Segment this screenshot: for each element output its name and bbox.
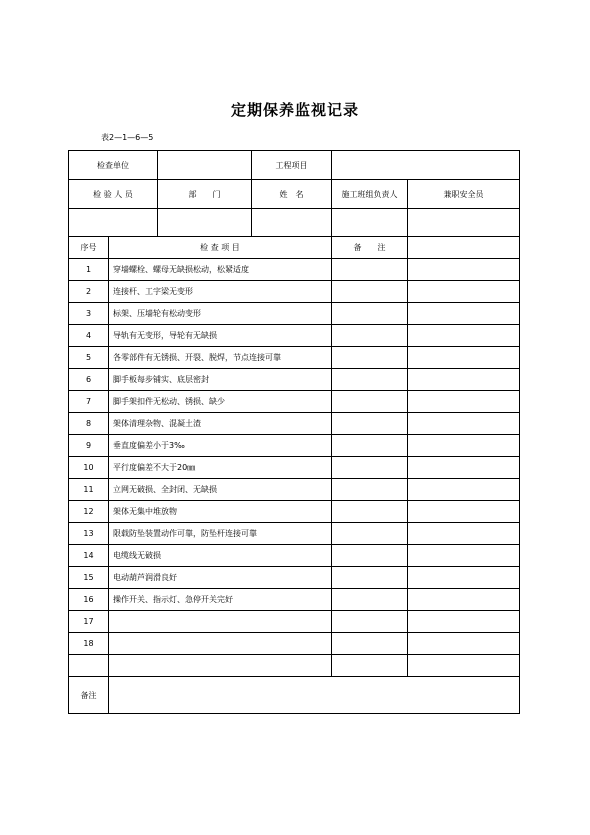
item-remark-extra-field[interactable] [408, 457, 520, 479]
item-remark-extra-field[interactable] [408, 281, 520, 303]
item-remark-field[interactable] [332, 325, 408, 347]
item-text: 脚手板每步铺实、底层密封 [109, 369, 332, 391]
table-row [69, 523, 520, 545]
item-number: 1 [69, 259, 109, 281]
table-row [69, 259, 520, 281]
item-text: 电动葫芦润滑良好 [109, 567, 332, 589]
item-remark-extra-field[interactable] [408, 303, 520, 325]
item-text [109, 633, 332, 655]
item-remark-extra-field[interactable] [408, 479, 520, 501]
item-remark-extra-field[interactable] [408, 259, 520, 281]
department-label: 部 门 [158, 180, 252, 209]
item-number: 8 [69, 413, 109, 435]
table-row [69, 545, 520, 567]
no-column-header: 序号 [69, 237, 109, 259]
item-number [69, 655, 109, 677]
personnel-input-row [69, 209, 520, 237]
item-remark-extra-field[interactable] [408, 655, 520, 677]
table-row [69, 281, 520, 303]
item-number: 17 [69, 611, 109, 633]
item-remark-extra-field[interactable] [408, 347, 520, 369]
item-number: 9 [69, 435, 109, 457]
item-number: 12 [69, 501, 109, 523]
team-leader-label: 施工班组负责人 [332, 180, 408, 209]
item-remark-extra-field[interactable] [408, 523, 520, 545]
item-remark-field[interactable] [332, 369, 408, 391]
safety-officer-label: 兼职安全员 [408, 180, 520, 209]
item-remark-extra-field[interactable] [408, 611, 520, 633]
inspection-unit-field[interactable] [158, 151, 252, 180]
item-remark-extra-field[interactable] [408, 589, 520, 611]
notes-label: 备注 [69, 677, 109, 714]
header-row [69, 151, 520, 180]
item-column-header: 检 查 项 目 [109, 237, 332, 259]
item-text: 标架、压墙轮有松动变形 [109, 303, 332, 325]
item-remark-field[interactable] [332, 655, 408, 677]
table-row [69, 501, 520, 523]
item-number: 13 [69, 523, 109, 545]
item-remark-field[interactable] [332, 281, 408, 303]
item-remark-extra-field[interactable] [408, 325, 520, 347]
item-text: 垂直度偏差小于3‰ [109, 435, 332, 457]
item-number: 7 [69, 391, 109, 413]
table-row [69, 589, 520, 611]
item-number: 3 [69, 303, 109, 325]
item-remark-extra-field[interactable] [408, 413, 520, 435]
item-text: 电缆线无破损 [109, 545, 332, 567]
item-text: 各零部件有无锈损、开裂、脱焊，节点连接可靠 [109, 347, 332, 369]
item-remark-field[interactable] [332, 347, 408, 369]
item-remark-field[interactable] [332, 303, 408, 325]
item-remark-field[interactable] [332, 567, 408, 589]
project-label: 工程项目 [252, 151, 332, 180]
item-remark-extra-field[interactable] [408, 633, 520, 655]
item-number: 5 [69, 347, 109, 369]
item-remark-field[interactable] [332, 611, 408, 633]
inspector-label: 检 验 人 员 [69, 180, 158, 209]
item-remark-field[interactable] [332, 589, 408, 611]
item-text: 穿墙螺栓、螺母无缺损松动，松紧适度 [109, 259, 332, 281]
table-row [69, 413, 520, 435]
item-remark-extra-field[interactable] [408, 501, 520, 523]
item-text [109, 611, 332, 633]
remarks-extra-header [408, 237, 520, 259]
item-remark-extra-field[interactable] [408, 567, 520, 589]
notes-row [69, 677, 520, 714]
table-row [69, 479, 520, 501]
item-text: 架体清理杂物、混凝土渣 [109, 413, 332, 435]
notes-field[interactable] [109, 677, 520, 714]
item-number: 14 [69, 545, 109, 567]
item-text: 脚手架扣件无松动、锈损、缺少 [109, 391, 332, 413]
table-row [69, 611, 520, 633]
item-remark-field[interactable] [332, 391, 408, 413]
item-text: 连接杆、工字梁无变形 [109, 281, 332, 303]
item-number: 18 [69, 633, 109, 655]
item-remark-field[interactable] [332, 633, 408, 655]
safety-officer-field[interactable] [408, 209, 520, 237]
department-field[interactable] [158, 209, 252, 237]
team-leader-field[interactable] [332, 209, 408, 237]
item-number: 10 [69, 457, 109, 479]
name-field[interactable] [252, 209, 332, 237]
item-remark-field[interactable] [332, 479, 408, 501]
name-label: 姓 名 [252, 180, 332, 209]
item-number: 2 [69, 281, 109, 303]
table-row [69, 567, 520, 589]
item-remark-field[interactable] [332, 545, 408, 567]
item-number: 16 [69, 589, 109, 611]
table-row [69, 633, 520, 655]
item-remark-field[interactable] [332, 413, 408, 435]
item-remark-extra-field[interactable] [408, 545, 520, 567]
item-text: 架体无集中堆放物 [109, 501, 332, 523]
table-row [69, 347, 520, 369]
inspector-field[interactable] [69, 209, 158, 237]
table-row [69, 435, 520, 457]
item-text: 立网无破损、全封闭、无缺损 [109, 479, 332, 501]
item-text: 导轨有无变形，导轮有无缺损 [109, 325, 332, 347]
item-text [109, 655, 332, 677]
project-field[interactable] [332, 151, 520, 180]
table-row [69, 303, 520, 325]
table-row [69, 655, 520, 677]
item-remark-extra-field[interactable] [408, 435, 520, 457]
column-header-row [69, 237, 520, 259]
item-number: 15 [69, 567, 109, 589]
item-remark-extra-field[interactable] [408, 391, 520, 413]
item-number: 6 [69, 369, 109, 391]
item-remark-field[interactable] [332, 435, 408, 457]
personnel-header-row [69, 180, 520, 209]
page-title: 定期保养监视记录 [230, 101, 359, 119]
item-text: 操作开关、指示灯、急停开关完好 [109, 589, 332, 611]
inspection-record-table [68, 150, 520, 714]
item-number: 4 [69, 325, 109, 347]
item-remark-extra-field[interactable] [408, 369, 520, 391]
item-text: 平行度偏差不大于20㎜ [109, 457, 332, 479]
item-number: 11 [69, 479, 109, 501]
remarks-column-header: 备 注 [332, 237, 408, 259]
item-remark-field[interactable] [332, 501, 408, 523]
table-row [69, 457, 520, 479]
inspection-unit-label: 检查单位 [69, 151, 158, 180]
item-remark-field[interactable] [332, 523, 408, 545]
item-remark-field[interactable] [332, 259, 408, 281]
table-row [69, 369, 520, 391]
table-row [69, 391, 520, 413]
item-remark-field[interactable] [332, 457, 408, 479]
item-text: 限载防坠装置动作可靠，防坠杆连接可靠 [109, 523, 332, 545]
table-row [69, 325, 520, 347]
form-code: 表2—1—6—5 [101, 133, 154, 142]
